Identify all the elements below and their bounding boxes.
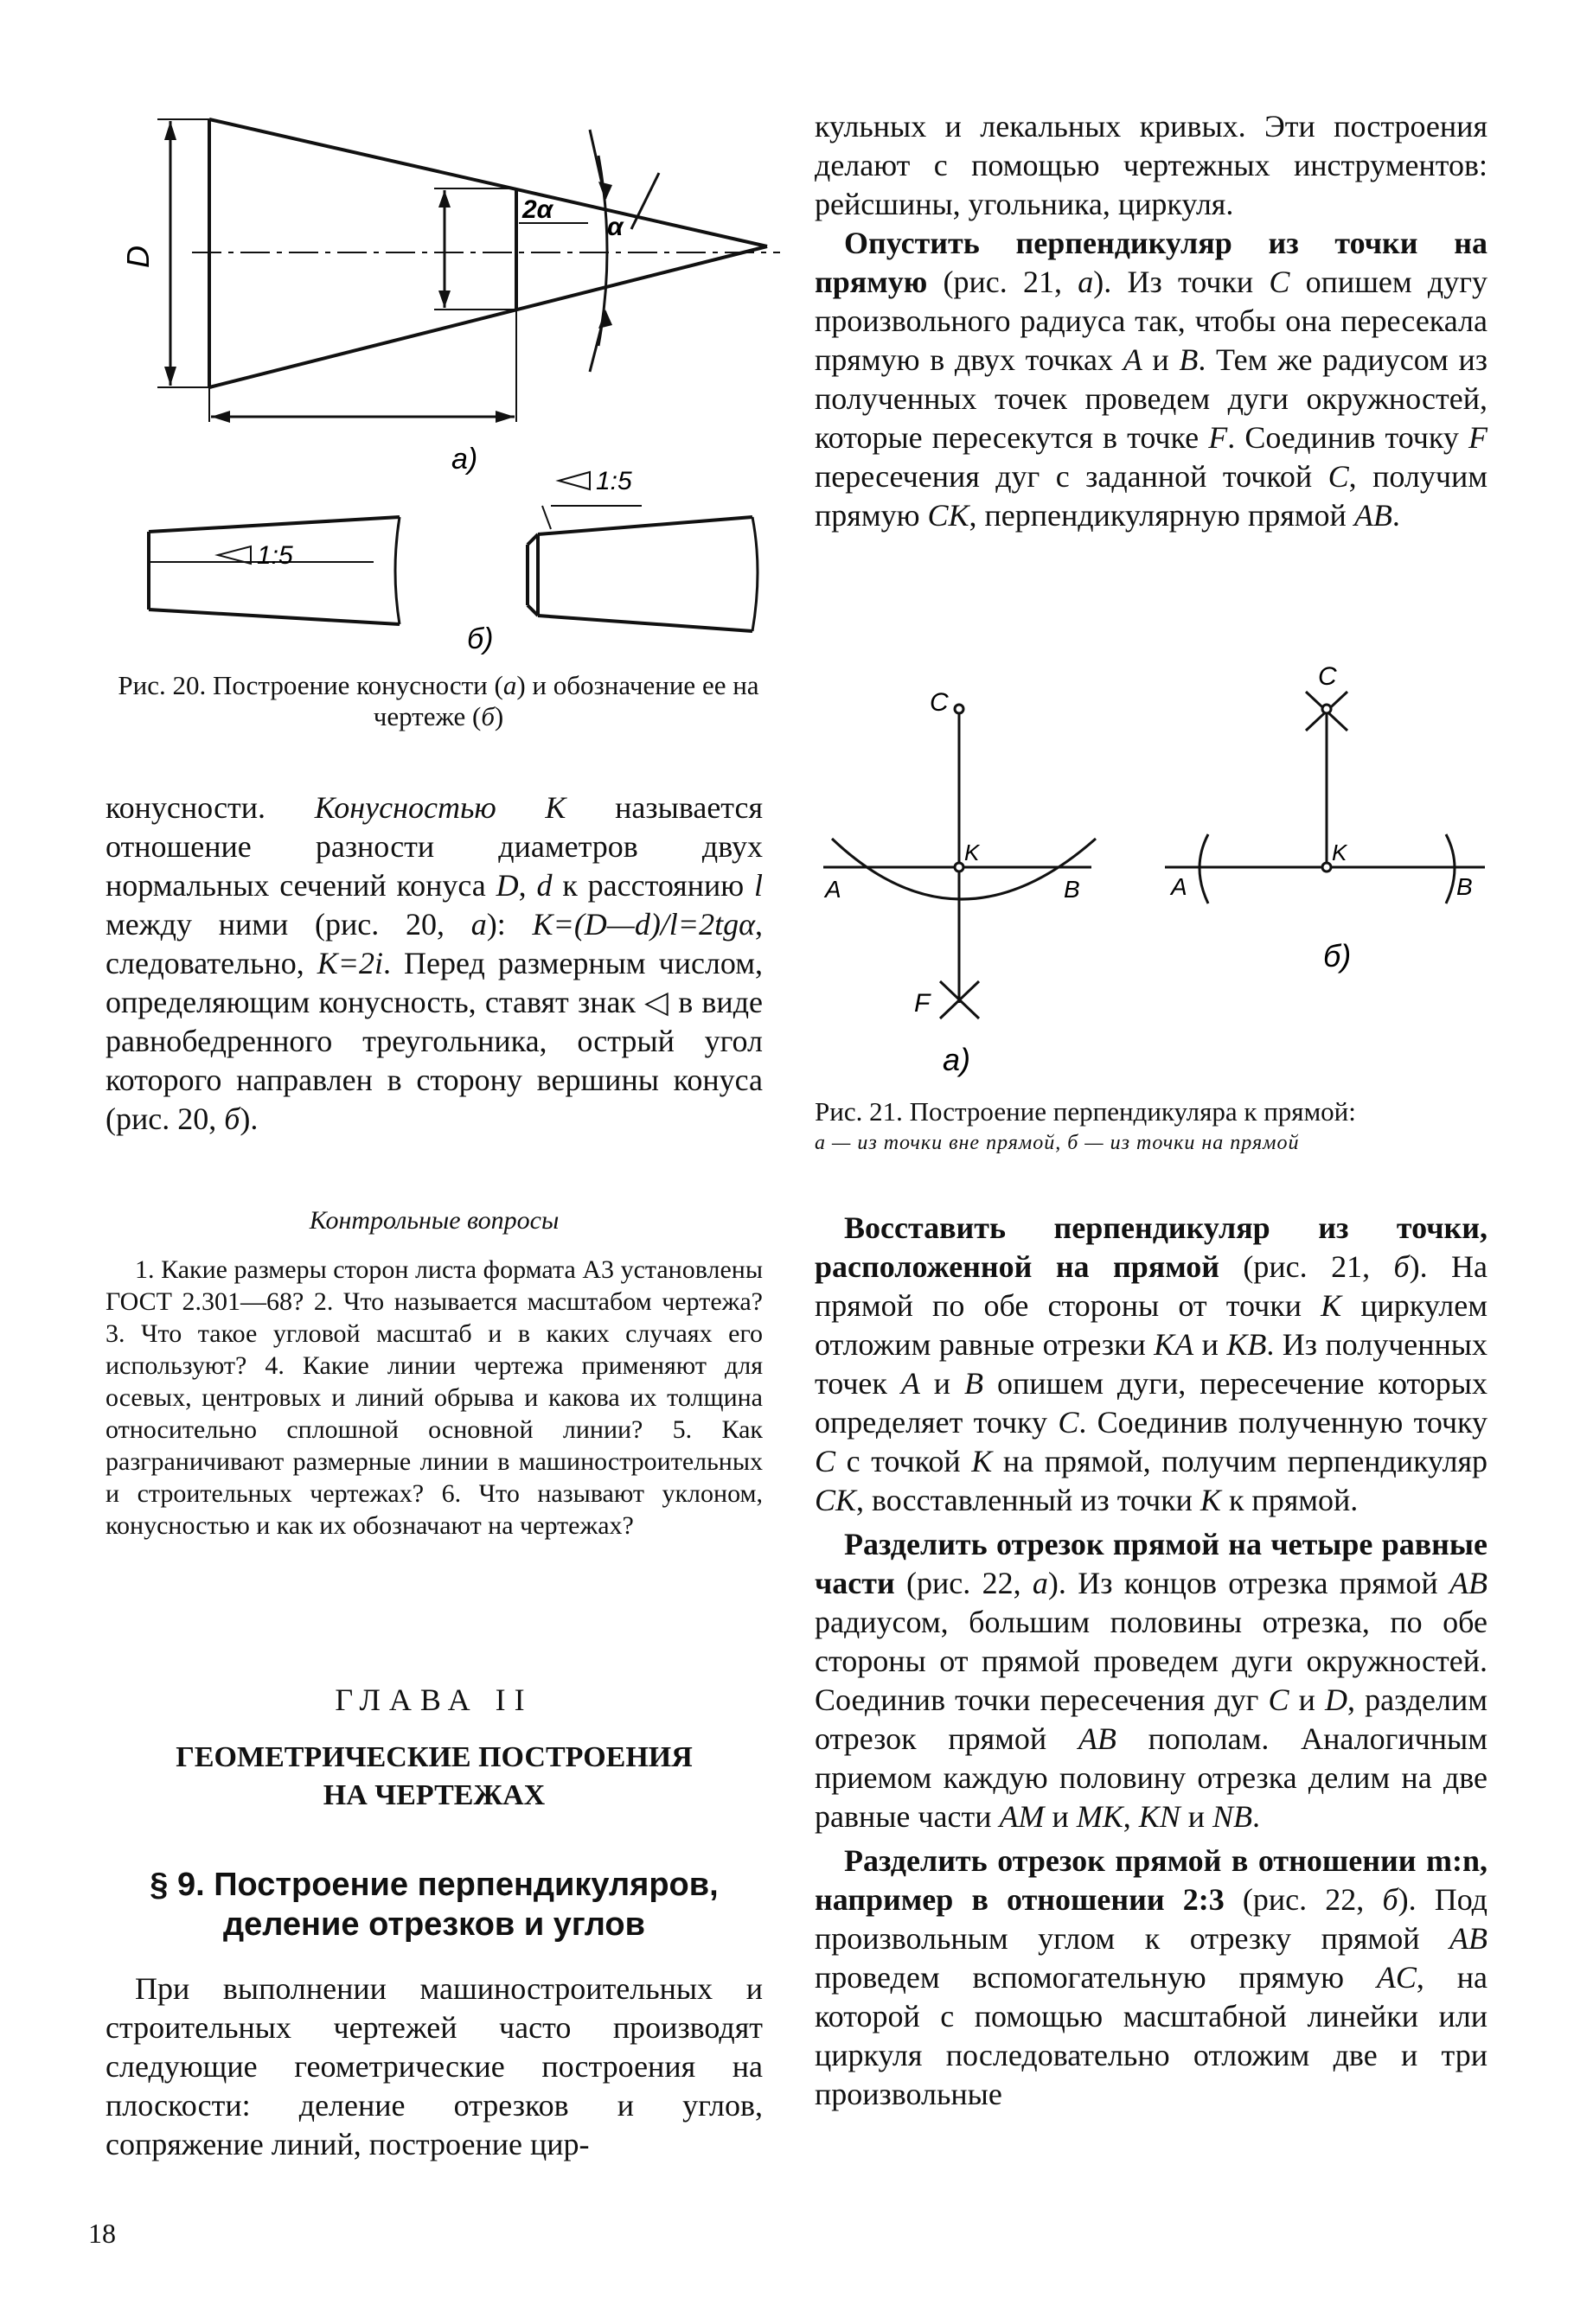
fig21-label-C2: C (1318, 666, 1337, 691)
chapter-title: ГЕОМЕТРИЧЕСКИЕ ПОСТРОЕНИЯ НА ЧЕРТЕЖАХ (176, 1741, 693, 1811)
fig21-sub-b: б) (1323, 938, 1352, 974)
fig20-sub-a: а) (451, 443, 478, 476)
chapter-number: ГЛАВА II (335, 1682, 534, 1717)
control-questions-text: 1. Какие размеры сторон листа формата А3 установлены ГОСТ 2.301—68? 2. Что называется масштабом чертежа? 3. Что такое угловой масштаб и в каких случаях его используют? 4. Какие линии чертежа применяют для осевых, центровых и линий обрыва и какова их толщина относительно сплошной основной линии? 5. Как разграничивают размерные линии в машиностроительных и строительных чертежах? 6. Что называют уклоном, конусностью и как их обозначают на чертежах? (106, 1255, 763, 1540)
fig20-label-2a: 2α (522, 195, 553, 224)
conicity-sign-icon: ◁ (644, 985, 670, 1019)
right-top-text: кульных и лекальных кривых. Эти построения делают с помощью чертежных инструментов: рейсшины, угольника, циркуля. Опустить перпендикуляр из точки на прямую (рис. 21, а). Из точки C опишем дугу произвольного радиуса так, чтобы она пересекала прямую в двух точках A и B. Тем же радиусом из полученных точек проведем дуги окружностей, которые пересекутся в точке F. Соединив точку F пересечения дуг с заданной точкой C, получим прямую CK, перпендикулярную прямой AB. (815, 109, 1488, 533)
figure-21 (815, 666, 1487, 1081)
figure-21-caption: Рис. 21. Построение перпендикуляра к прямой: а — из точки вне прямой, б — из точки на прямой (815, 1096, 1356, 1154)
figure-20-caption: Рис. 20. Построение конусности (а) и обозначение ее на чертеже (б) (118, 670, 759, 731)
fig21-label-C: C (930, 688, 949, 717)
section-title: § 9. Построение перпендикуляров, деление отрезков и углов (150, 1867, 719, 1943)
fig21-label-K2: K (1332, 840, 1347, 865)
fig21-label-K: K (964, 840, 980, 865)
fig21-label-B2: B (1456, 873, 1473, 900)
fig20-label-a: α (607, 213, 624, 241)
fig20-taper-2: 1:5 (596, 467, 632, 495)
fig21-sub-a: а) (943, 1042, 971, 1077)
right-bottom-text: Восставить перпендикуляр из точки, расположенной на прямой (рис. 21, б). На прямой по обе стороны от точки K циркулем отложим равные отрезки KA и KB. Из полученных точек A и B опишем дуги, пересечение которых определяет точку C. Соединив полученную точку C с точкой K на прямой, получим перпендикуляр CK, восставленный из точки K к прямой. Разделить отрезок прямой на четыре равные части (рис. 22, а). Из концов отрезка прямой AB радиусом, большим половины отрезка, по обе стороны от прямой проведем дуги окружностей. Соединив точки пересечения дуг C и D, разделим отрезок прямой AB пополам. Аналогичным приемом каждую половину отрезка делим на две равные части AM и MK, KN и NB. Разделить отрезок прямой в отношении m:n, например в отношении 2:3 (рис. 22, б). Под произвольным углом к отрезку прямой AB проведем вспомогательную прямую AC, на которой с помощью масштабной линейки или циркуля последовательно отложим две и три произвольные (815, 1210, 1488, 2111)
fig21-label-F: F (914, 989, 931, 1018)
conicity-paragraph: конусности. Конусностью K называется отношение разности диаметров двух нормальных сечений конуса D, d к расстоянию l между ними (рис. 20, а): K=(D—d)/l=2tgα, следовательно, K=2i. Перед размерным числом, определяющим конусность, ставят знак ◁ в виде равнобедренного треугольника, острый угол которого направлен в сторону вершины конуса (рис. 20, б). (106, 790, 764, 1136)
fig21-label-A: A (825, 876, 841, 903)
fig21-label-B: B (1064, 876, 1080, 903)
fig21-label-A2: A (1171, 873, 1187, 900)
chapter-heading (106, 1682, 763, 1944)
fig20-label-D: D (120, 246, 156, 268)
section-intro: При выполнении машиностроительных и строительных чертежей часто производят следующие геометрические построения на плоскости: деление отрезков и углов, сопряжение линий, построение цир- (106, 1971, 763, 2161)
fig20-taper-1: 1:5 (257, 541, 293, 570)
figure-20 (106, 95, 780, 683)
page-number: 18 (88, 2218, 116, 2249)
fig20-sub-b: б) (467, 622, 494, 655)
control-questions-heading: Контрольные вопросы (309, 1206, 560, 1235)
